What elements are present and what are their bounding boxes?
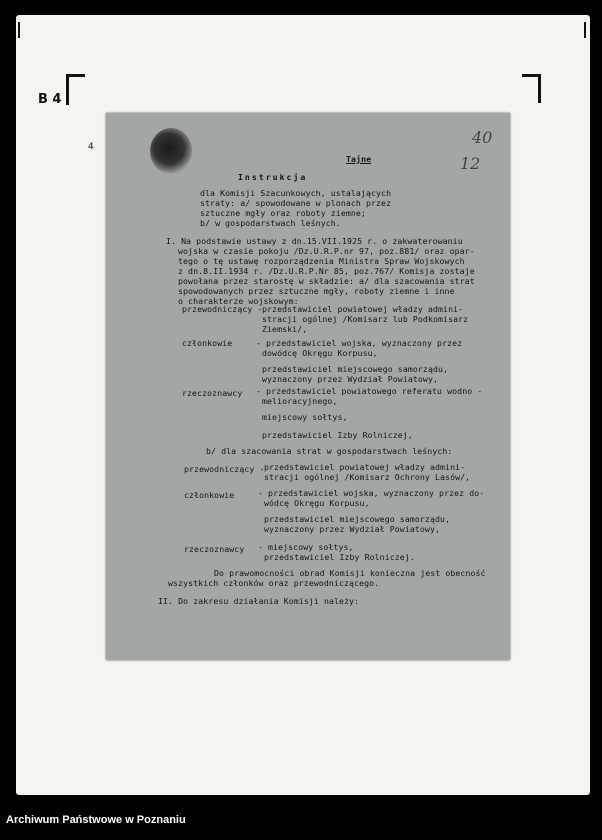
member-line: stracji ogólnej /Komisarz Ochrony Lasów/, [264,472,471,482]
plate-reference-small: 4 [88,142,94,152]
folio-number-2: 12 [460,154,481,173]
member-line: wódcę Okręgu Korpusu, [264,498,370,508]
intro-line: dla Komisji Szacunkowych, ustalających [200,188,392,198]
plate-reference-code: B 4 [38,92,62,107]
section-1-line: powołana przez starostę w składzie: a/ dla szacowania strat [178,276,475,286]
section-1-line: I. Na podstawie ustawy z dn.15.VII.1925 r. o zakwaterowaniu [166,236,463,246]
corner-mark-top-left [18,22,28,38]
section-1-line: z dn.8.II.1934 r. /Dz.U.R.P.Nr 85, poz.767/ Komisja zostaje [178,266,475,276]
member-line: - miejscowy sołtys, [258,542,354,552]
member-line: przedstawiciel Izby Rolniczej. [264,552,415,562]
member-line: przedstawiciel powiatowej władzy admini- [262,304,464,314]
role-label: członkowie [184,490,235,500]
member-line: dowódcę Okręgu Korpusu, [262,348,378,358]
corner-mark-inner-left [66,74,85,105]
ink-stain [150,128,192,174]
archive-name: Archiwum Państwowe w Poznaniu [6,814,186,826]
section-1-line: tego o tę ustawę rozporządzenia Ministra Spraw Wojskowych [178,256,465,266]
role-label: członkowie [182,338,233,348]
role-label: rzeczoznawcy [182,388,243,398]
member-line: - przedstawiciel powiatowego referatu wodno - [256,386,483,396]
section-1-line: o charakterze wojskowym: [178,296,299,306]
member-line: stracji ogólnej /Komisarz lub Podkomisarz [262,314,469,324]
member-line: miejscowy sołtys, [262,412,348,422]
validity-line: Do prawomocności obrad Komisji konieczna jest obecność [214,568,486,578]
member-line: przedstawiciel powiatowej władzy admini- [264,462,466,472]
member-line: - przedstawiciel wojska, wyznaczony przez [256,338,463,348]
intro-line: sztuczne mgły oraz roboty ziemne; [200,208,366,218]
member-line: przedstawiciel miejscowego samorządu, [264,514,451,524]
section-1-line: wojska w czasie pokoju /Dz.U.R.P.nr 97, poz.881/ oraz opar- [178,246,475,256]
intro-line: straty: a/ spowodowane w plonach przez [200,198,392,208]
member-line: wyznaczony przez Wydział Powiatowy, [264,524,441,534]
archive-footer [0,800,602,840]
member-line: - przedstawiciel wojska, wyznaczony przez do- [258,488,485,498]
document-classification: Tajne [346,154,372,164]
member-line: melioracyjnego, [262,396,338,406]
folio-number-1: 40 [472,128,493,147]
document-title: Instrukcja [238,172,308,182]
member-line: wyznaczony przez Wydział Powiatowy, [262,374,439,384]
member-line: przedstawiciel miejscowego samorządu, [262,364,449,374]
intro-line: b/ w gospodarstwach leśnych. [200,218,341,228]
role-label: rzeczoznawcy [184,544,245,554]
committee-b-heading: b/ dla szacowania strat w gospodarstwach leśnych: [206,446,453,456]
section-2-heading: II. Do zakresu działania Komisji należy: [158,596,360,606]
section-1-line: spowodowanych przez sztuczne mgły, roboty ziemne i inne [178,286,455,296]
member-line: przedstawiciel Izby Rolniczej, [262,430,413,440]
role-label: przewodniczący - [182,304,263,314]
role-label: przewodniczący - [184,464,265,474]
validity-line: wszystkich członków oraz przewodniczącego. [168,578,380,588]
corner-mark-top-right [576,22,586,38]
corner-mark-inner-right [522,74,541,103]
member-line: Ziemski/, [262,324,308,334]
